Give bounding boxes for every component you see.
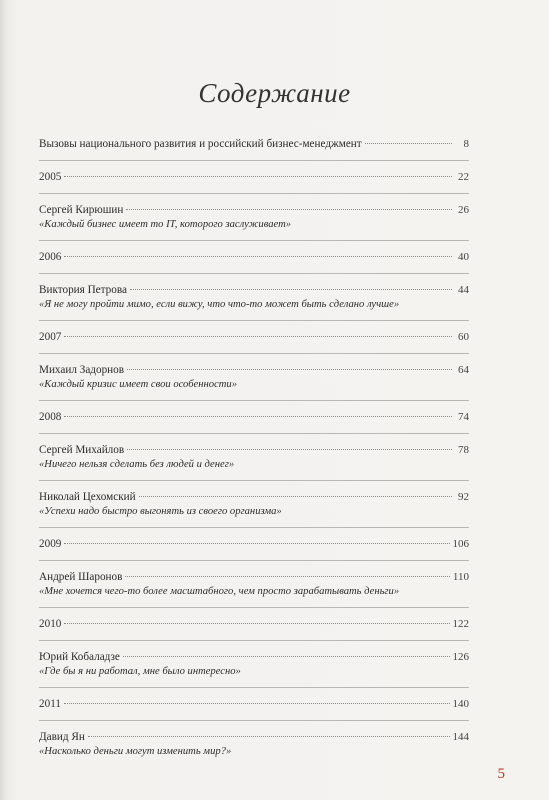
toc-entry-person — [39, 203, 469, 241]
divider — [39, 320, 469, 321]
toc-page-number: 92 — [458, 491, 469, 503]
dot-leader — [64, 336, 452, 337]
toc-person-name: Давид Ян — [39, 731, 85, 743]
toc-entry-person — [39, 570, 469, 608]
divider — [39, 640, 469, 641]
toc-person-name: Юрий Кобаладзе — [39, 651, 120, 663]
toc-quote: «Где бы я ни работал, мне было интересно» — [39, 666, 241, 677]
divider — [39, 273, 469, 274]
toc-person-name: Виктория Петрова — [39, 284, 127, 296]
toc-page-number: 78 — [458, 444, 469, 456]
dot-leader — [88, 736, 450, 737]
toc-person-name: Сергей Михайлов — [39, 444, 125, 456]
divider — [39, 560, 469, 561]
toc-page-number: 8 — [463, 138, 469, 150]
toc-quote: «Насколько деньги могут изменить мир?» — [39, 746, 232, 757]
toc-page-number: 106 — [452, 538, 469, 550]
divider — [39, 400, 469, 401]
dot-leader — [125, 576, 450, 577]
toc-entry-year — [39, 250, 469, 274]
divider — [39, 353, 469, 354]
dot-leader — [123, 656, 450, 657]
dot-leader — [139, 496, 452, 497]
toc-page-number: 40 — [458, 251, 469, 263]
toc-person-name: Михаил Задорнов — [39, 364, 125, 376]
divider — [39, 160, 469, 161]
page-title: Содержание — [198, 78, 351, 108]
toc-page-number: 122 — [452, 618, 469, 630]
toc-person-name: Сергей Кирюшин — [39, 204, 124, 216]
toc-quote: «Я не могу пройти мимо, если вижу, что что-то может быть сделано лучше» — [39, 299, 400, 310]
toc-quote: «Каждый кризис имеет свои особенности» — [39, 379, 237, 390]
toc-entry-year — [39, 697, 469, 721]
toc-page-number: 144 — [452, 731, 469, 743]
toc-page-number: 22 — [458, 171, 469, 183]
page-number-folio: 5 — [497, 766, 505, 782]
toc-year-label: 2011 — [39, 698, 61, 710]
dot-leader — [126, 209, 452, 210]
toc-entry-label: Вызовы национального развития и российский бизнес-менеджмент — [39, 138, 362, 150]
dot-leader — [64, 623, 449, 624]
divider — [39, 687, 469, 688]
toc-page-number: 74 — [458, 411, 469, 423]
dot-leader — [127, 449, 452, 450]
toc-year-label: 2009 — [39, 538, 62, 550]
dot-leader — [64, 256, 452, 257]
dot-leader — [64, 416, 452, 417]
toc-page-number: 126 — [452, 651, 469, 663]
toc-quote: «Каждый бизнес имеет то IT, которого заслуживает» — [39, 219, 292, 230]
toc-person-name: Николай Цехомский — [39, 491, 136, 503]
toc-entry-year — [39, 617, 469, 641]
toc-entry-year — [39, 170, 469, 194]
divider — [39, 240, 469, 241]
toc-page-number: 44 — [458, 284, 469, 296]
toc-page-number: 140 — [452, 698, 469, 710]
divider — [39, 720, 469, 721]
toc-entry-person — [39, 650, 469, 688]
toc-year-label: 2008 — [39, 411, 62, 423]
toc-page-number: 60 — [458, 331, 469, 343]
toc-entry-person — [39, 363, 469, 401]
dot-leader — [64, 176, 452, 177]
divider — [39, 433, 469, 434]
toc-quote: «Успехи надо быстро выгонять из своего организма» — [39, 506, 282, 517]
toc-page-number: 64 — [458, 364, 469, 376]
toc-quote: «Ничего нельзя сделать без людей и денег» — [39, 459, 235, 470]
toc-entry-person — [39, 730, 469, 759]
toc-quote: «Мне хочется чего-то более масштабного, чем просто зарабатывать деньги» — [39, 586, 400, 597]
toc-entry-person — [39, 283, 469, 321]
divider — [39, 480, 469, 481]
dot-leader — [130, 289, 452, 290]
dot-leader — [127, 369, 452, 370]
toc-page-number: 26 — [458, 204, 469, 216]
divider — [39, 527, 469, 528]
table-of-contents — [39, 137, 469, 759]
dot-leader — [365, 143, 452, 144]
toc-entry-person — [39, 443, 469, 481]
toc-year-label: 2006 — [39, 251, 62, 263]
toc-page-number: 110 — [452, 571, 469, 583]
divider — [39, 607, 469, 608]
dot-leader — [64, 703, 450, 704]
toc-person-name: Андрей Шаронов — [39, 571, 123, 583]
dot-leader — [64, 543, 449, 544]
toc-entry-year — [39, 410, 469, 434]
toc-entry-year — [39, 537, 469, 561]
toc-year-label: 2005 — [39, 171, 62, 183]
toc-entry-intro — [39, 137, 469, 161]
divider — [39, 193, 469, 194]
toc-year-label: 2010 — [39, 618, 62, 630]
toc-entry-person — [39, 490, 469, 528]
toc-year-label: 2007 — [39, 331, 62, 343]
toc-entry-year — [39, 330, 469, 354]
